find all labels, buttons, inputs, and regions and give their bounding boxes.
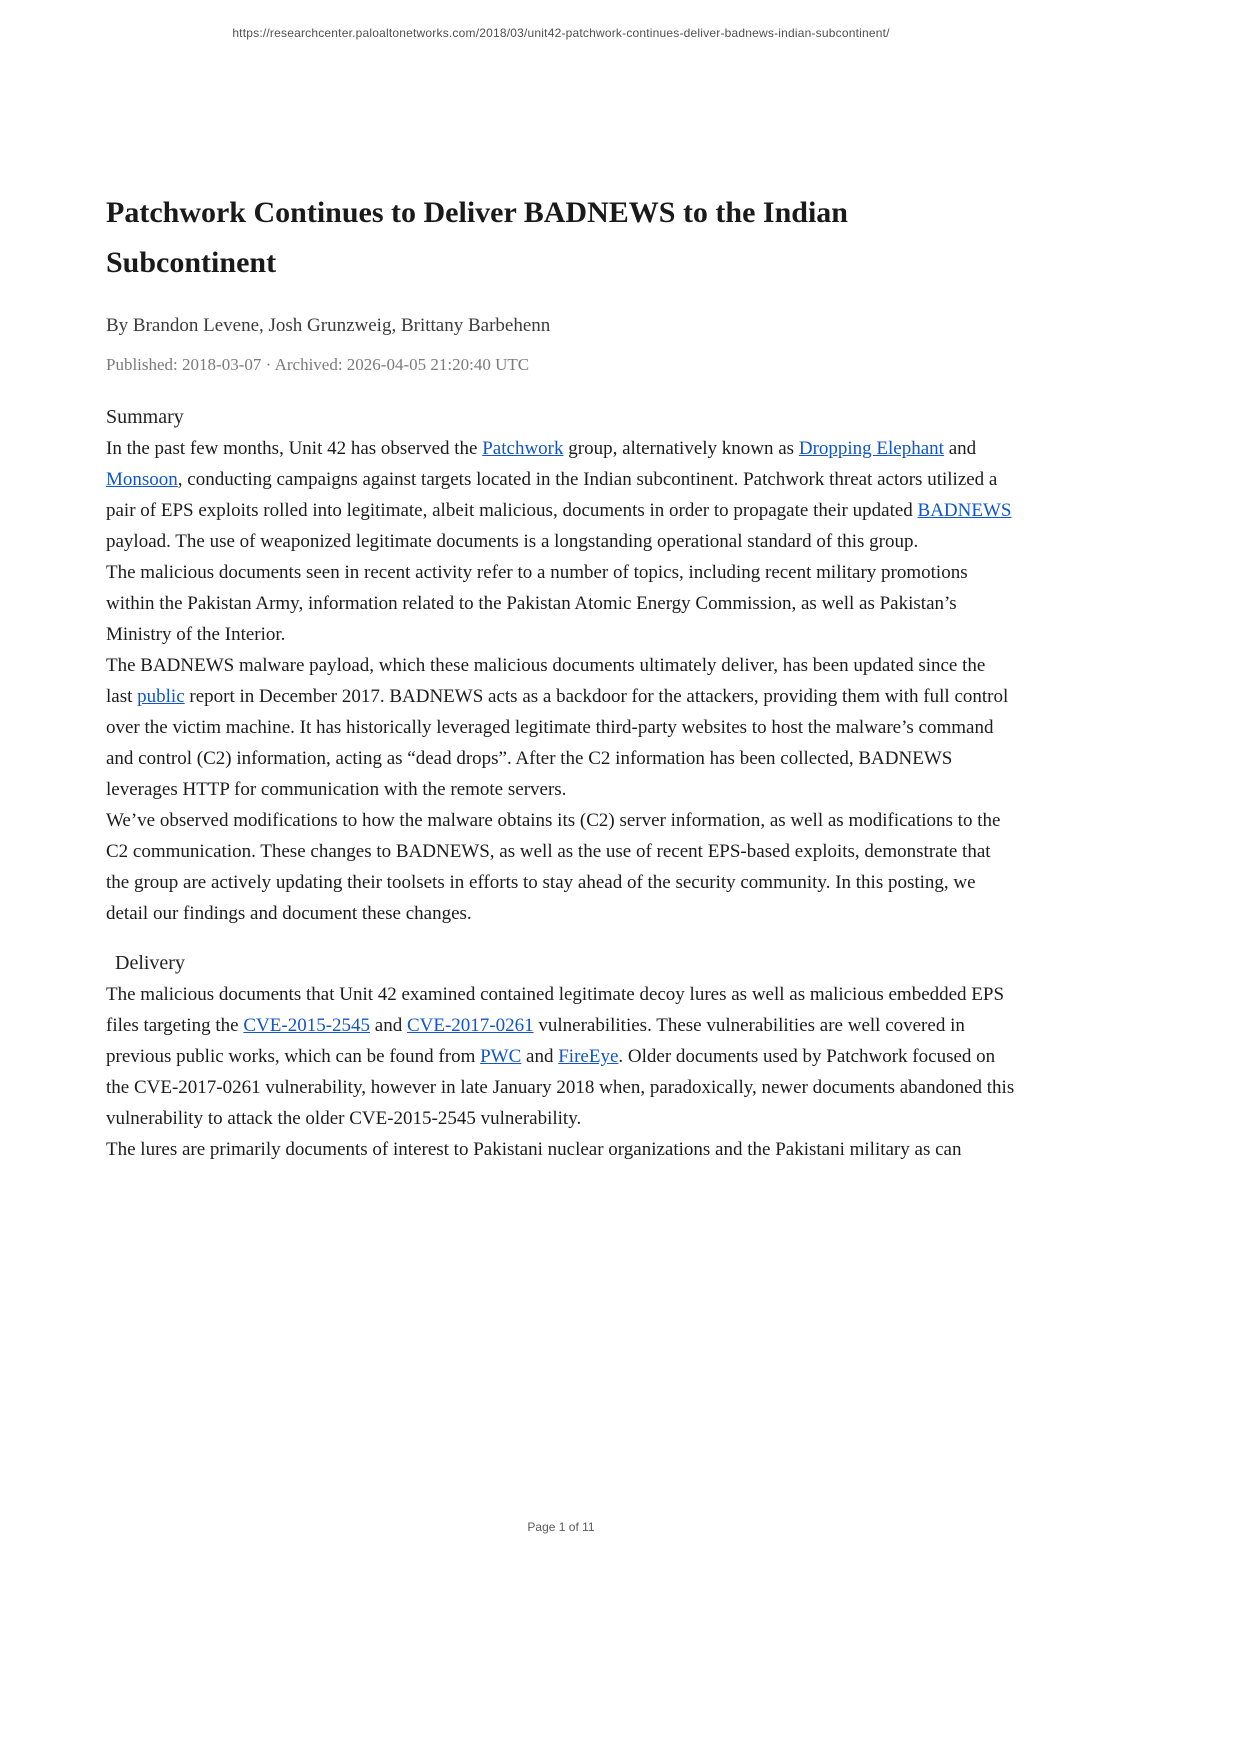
section-summary: [106, 402, 1016, 929]
page-title: Patchwork Continues to Deliver BADNEWS to the Indian Subcontinent: [106, 196, 848, 279]
page-footer: Page 1 of 11: [527, 1520, 595, 1534]
inline-link[interactable]: Monsoon: [106, 469, 178, 490]
paragraph: We’ve observed modifications to how the malware obtains its (C2) server information, as well as modifications to the C2 communication. These changes to BADNEWS, as well as the use of recent EPS-based exploits, demonstrate that the group are actively updating their toolsets in efforts to stay ahead of the security community. In this posting, we detail our findings and document these changes.: [106, 810, 1001, 924]
paragraph: The malicious documents seen in recent activity refer to a number of topics, including recent military promotions within the Pakistan Army, information related to the Pakistan Atomic Energy Commission, as well as Pakistan’s Ministry of the Interior.: [106, 562, 968, 645]
section-heading: Summary: [106, 406, 184, 428]
header-url: https://researchcenter.paloaltonetworks.com/2018/03/unit42-patchwork-continues-deliver-badnews-indian-subcontinent/: [232, 26, 890, 40]
article-content: [106, 188, 1016, 1165]
inline-link[interactable]: Dropping Elephant: [798, 438, 944, 459]
inline-link[interactable]: FireEye: [558, 1046, 619, 1067]
paragraph: The malicious documents that Unit 42 examined contained legitimate decoy lures as well as malicious embedded EPS files targeting the CVE-2015-2545 and CVE-2017-0261 vulnerabilities. These vulnerabilities are well covered in previous public works, which can be found from PWC and FireEye. Older documents used by Patchwork focused on the CVE-2017-0261 vulnerability, however in late January 2018 when, paradoxically, newer documents abandoned this vulnerability to attack the older CVE-2015-2545 vulnerability.: [106, 984, 1015, 1129]
article-sections: [106, 402, 1016, 1165]
byline: By Brandon Levene, Josh Grunzweig, Brittany Barbehenn: [106, 315, 551, 336]
paragraph: In the past few months, Unit 42 has observed the Patchwork group, alternatively known as Dropping Elephant and Monsoon, conducting campaigns against targets located in the Indian subcontinent. Patchwork threat actors utilized a pair of EPS exploits rolled into legitimate, albeit malicious, documents in order to propagate their updated BADNEWS payload. The use of weaponized legitimate documents is a longstanding operational standard of this group.: [106, 438, 1012, 552]
inline-link[interactable]: PWC: [480, 1046, 522, 1067]
published-archived-line: Published: 2018-03-07 · Archived: 2026-04-05 21:20:40 UTC: [106, 355, 530, 374]
inline-link[interactable]: CVE-2015-2545: [243, 1015, 371, 1036]
section-delivery: [106, 948, 1016, 1165]
inline-link[interactable]: CVE-2017-0261: [406, 1015, 534, 1036]
inline-link[interactable]: Patchwork: [482, 438, 564, 459]
inline-link[interactable]: public: [137, 686, 185, 707]
inline-link[interactable]: BADNEWS: [917, 500, 1012, 521]
paragraph: The BADNEWS malware payload, which these malicious documents ultimately deliver, has been updated since the last public report in December 2017. BADNEWS acts as a backdoor for the attackers, providing them with full control over the victim machine. It has historically leveraged legitimate third-party websites to host the malware’s command and control (C2) information, acting as “dead drops”. After the C2 information has been collected, BADNEWS leverages HTTP for communication with the remote servers.: [106, 655, 1009, 800]
section-heading: Delivery: [115, 952, 185, 974]
paragraph: The lures are primarily documents of interest to Pakistani nuclear organizations and the Pakistani military as can: [106, 1139, 962, 1160]
